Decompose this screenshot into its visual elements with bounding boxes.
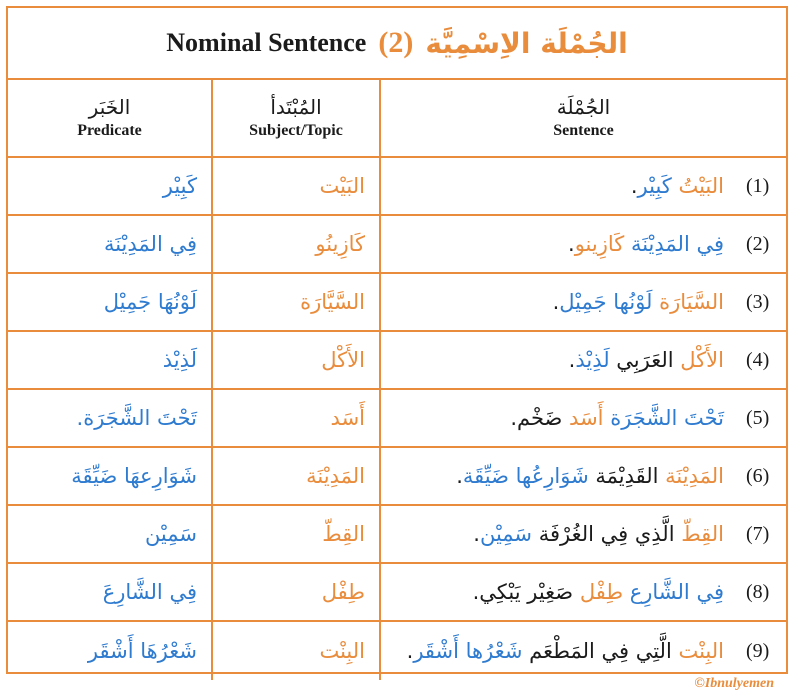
predicate-text: شَعْرُهَا أَشْقَر bbox=[87, 639, 197, 663]
sentence-segment: الأَكْل bbox=[680, 348, 724, 372]
sentence-cell bbox=[381, 390, 786, 446]
sentence-cell bbox=[381, 216, 786, 272]
sentence-segment: تَحْتَ الشَّجَرَة bbox=[610, 406, 724, 430]
sentence-number: (4) bbox=[746, 348, 770, 371]
sentence-line bbox=[510, 406, 774, 430]
table-row bbox=[8, 506, 786, 564]
sentence-segment: طِفْل bbox=[579, 580, 630, 604]
predicate-text: شَوَارِعهَا ضَيِّقَة bbox=[71, 464, 197, 488]
table-row bbox=[8, 158, 786, 216]
sentence-line bbox=[631, 174, 774, 198]
sentence-segment: الَّتِي فِي المَطْعَم bbox=[522, 639, 679, 663]
sentence-cell bbox=[381, 332, 786, 388]
predicate-cell bbox=[8, 216, 213, 272]
sentence-segment: ضَخْم. bbox=[510, 406, 570, 430]
table-title bbox=[8, 8, 786, 80]
sentence-text bbox=[473, 522, 724, 546]
table-row bbox=[8, 216, 786, 274]
predicate-text: فِي الشَّارِعَ bbox=[102, 580, 197, 604]
predicate-text: سَمِيْن bbox=[144, 522, 197, 546]
title-english: Nominal Sentence bbox=[166, 28, 367, 57]
sentence-segment: العَرَبِي bbox=[609, 348, 681, 372]
sentence-number: (7) bbox=[746, 522, 770, 545]
table-row bbox=[8, 390, 786, 448]
sentence-segment: فِي المَدِيْنَة bbox=[630, 232, 724, 256]
sentence-segment: . bbox=[406, 639, 414, 663]
header-predicate bbox=[8, 80, 213, 156]
subject-cell bbox=[213, 158, 381, 214]
predicate-cell bbox=[8, 390, 213, 446]
table-body bbox=[8, 80, 786, 672]
sentence-line bbox=[473, 580, 774, 604]
sentence-number: (6) bbox=[746, 464, 770, 487]
sentence-text bbox=[631, 174, 724, 198]
subject-cell bbox=[213, 216, 381, 272]
sentence-text bbox=[553, 290, 724, 314]
sentence-cell bbox=[381, 448, 786, 504]
header-subject-arabic: المُبْتَدأ bbox=[270, 95, 322, 119]
sentence-cell bbox=[381, 564, 786, 620]
predicate-text: كَبِيْر bbox=[162, 174, 197, 198]
sentence-text bbox=[407, 639, 724, 663]
subject-text: كَازِينُو bbox=[315, 232, 365, 256]
sentence-cell bbox=[381, 274, 786, 330]
sentence-segment: القَدِيْمَة bbox=[588, 464, 666, 488]
header-sentence-english: Sentence bbox=[553, 122, 614, 139]
subject-cell bbox=[213, 390, 381, 446]
sentence-segment: . bbox=[568, 232, 575, 256]
predicate-cell bbox=[8, 158, 213, 214]
sentence-segment: السَّيَارَة bbox=[659, 290, 724, 314]
predicate-cell bbox=[8, 332, 213, 388]
header-subject-english: Subject/Topic bbox=[249, 122, 343, 139]
sentence-cell bbox=[381, 506, 786, 562]
sentence-text bbox=[568, 232, 724, 256]
sentence-segment: لَوْنُها جَمِيْل bbox=[559, 290, 660, 314]
header-row bbox=[8, 80, 786, 158]
subject-cell bbox=[213, 274, 381, 330]
sentence-line bbox=[456, 464, 774, 488]
sentence-segment: الَّذِي فِي الغُرْفَة bbox=[532, 522, 682, 546]
sentence-line bbox=[553, 290, 774, 314]
sentence-text bbox=[569, 348, 724, 372]
subject-text: طِفْل bbox=[321, 580, 365, 604]
subject-text: البِنْت bbox=[319, 639, 365, 663]
table-row bbox=[8, 622, 786, 680]
sentence-line bbox=[407, 639, 774, 663]
sentence-segment: . bbox=[630, 174, 638, 198]
subject-cell bbox=[213, 622, 381, 680]
table-row bbox=[8, 332, 786, 390]
sentence-segment: البِنْت bbox=[678, 639, 724, 663]
subject-text: الأَكْل bbox=[321, 348, 365, 372]
subject-text: القِطّ bbox=[322, 522, 365, 546]
subject-cell bbox=[213, 564, 381, 620]
sentence-segment: كَبِيْر bbox=[637, 174, 679, 198]
header-predicate-arabic: الخَبَر bbox=[88, 95, 131, 119]
subject-cell bbox=[213, 448, 381, 504]
title-arabic: الجُمْلَة الاِسْمِيَّة bbox=[425, 26, 628, 60]
copyright-text: ©Ibnulyemen bbox=[694, 676, 774, 691]
subject-cell bbox=[213, 332, 381, 388]
sentence-number: (3) bbox=[746, 290, 770, 313]
header-sentence bbox=[381, 80, 786, 156]
table-row bbox=[8, 564, 786, 622]
sentence-cell bbox=[381, 622, 786, 680]
sentence-line bbox=[473, 522, 774, 546]
sentence-segment: القِطّ bbox=[681, 522, 724, 546]
subject-cell bbox=[213, 506, 381, 562]
predicate-cell bbox=[8, 448, 213, 504]
predicate-text: فِي المَدِيْنَة bbox=[103, 232, 197, 256]
sentence-number: (8) bbox=[746, 580, 770, 603]
subject-text: المَدِيْنَة bbox=[306, 464, 365, 488]
sentence-line bbox=[568, 232, 774, 256]
sentence-line bbox=[569, 348, 774, 372]
header-subject bbox=[213, 80, 381, 156]
subject-text: البَيْت bbox=[319, 174, 365, 198]
predicate-text: لَوْنُهَا جَمِيْل bbox=[103, 290, 197, 314]
predicate-text: لَذِيْذ bbox=[162, 348, 197, 372]
sentence-segment: . bbox=[552, 290, 560, 314]
sentence-number: (2) bbox=[746, 232, 770, 255]
table-row bbox=[8, 274, 786, 332]
predicate-cell bbox=[8, 274, 213, 330]
sentence-text bbox=[510, 406, 724, 430]
sentence-segment: شَوَارِعُها ضَيِّقَة bbox=[462, 464, 589, 488]
sentence-segment: المَدِيْنَة bbox=[665, 464, 724, 488]
predicate-text: تَحْتَ الشَّجَرَة. bbox=[76, 406, 197, 430]
subject-text: السَّيَّارَة bbox=[300, 290, 365, 314]
sentence-segment: . bbox=[568, 348, 576, 372]
sentence-text bbox=[473, 580, 724, 604]
sentence-segment: أَسَد bbox=[569, 406, 611, 430]
subject-text: أَسَد bbox=[330, 406, 365, 430]
title-number: (2) bbox=[378, 26, 414, 59]
sentence-number: (5) bbox=[746, 406, 770, 429]
sentence-number: (1) bbox=[746, 174, 770, 197]
predicate-cell bbox=[8, 564, 213, 620]
sentence-number: (9) bbox=[746, 639, 770, 662]
predicate-cell bbox=[8, 622, 213, 680]
sentence-segment: البَيْتُ bbox=[678, 174, 724, 198]
sentence-segment: فِي الشَّارِع bbox=[629, 580, 724, 604]
sentence-segment: سَمِيْن bbox=[479, 522, 533, 546]
table-row bbox=[8, 448, 786, 506]
sentence-segment: . bbox=[473, 522, 480, 546]
nominal-sentence-table bbox=[6, 6, 788, 674]
header-sentence-arabic: الجُمْلَة bbox=[556, 95, 611, 119]
header-predicate-english: Predicate bbox=[77, 122, 142, 139]
sentence-segment: شَعْرُها أَشْقَر bbox=[413, 639, 523, 663]
sentence-cell bbox=[381, 158, 786, 214]
sentence-segment: كَازِينو bbox=[574, 232, 631, 256]
predicate-cell bbox=[8, 506, 213, 562]
sentence-text bbox=[456, 464, 724, 488]
sentence-segment: صَغِيْر يَبْكِي. bbox=[472, 580, 580, 604]
sentence-segment: لَذِيْذ bbox=[575, 348, 610, 372]
sentence-segment: . bbox=[456, 464, 463, 488]
